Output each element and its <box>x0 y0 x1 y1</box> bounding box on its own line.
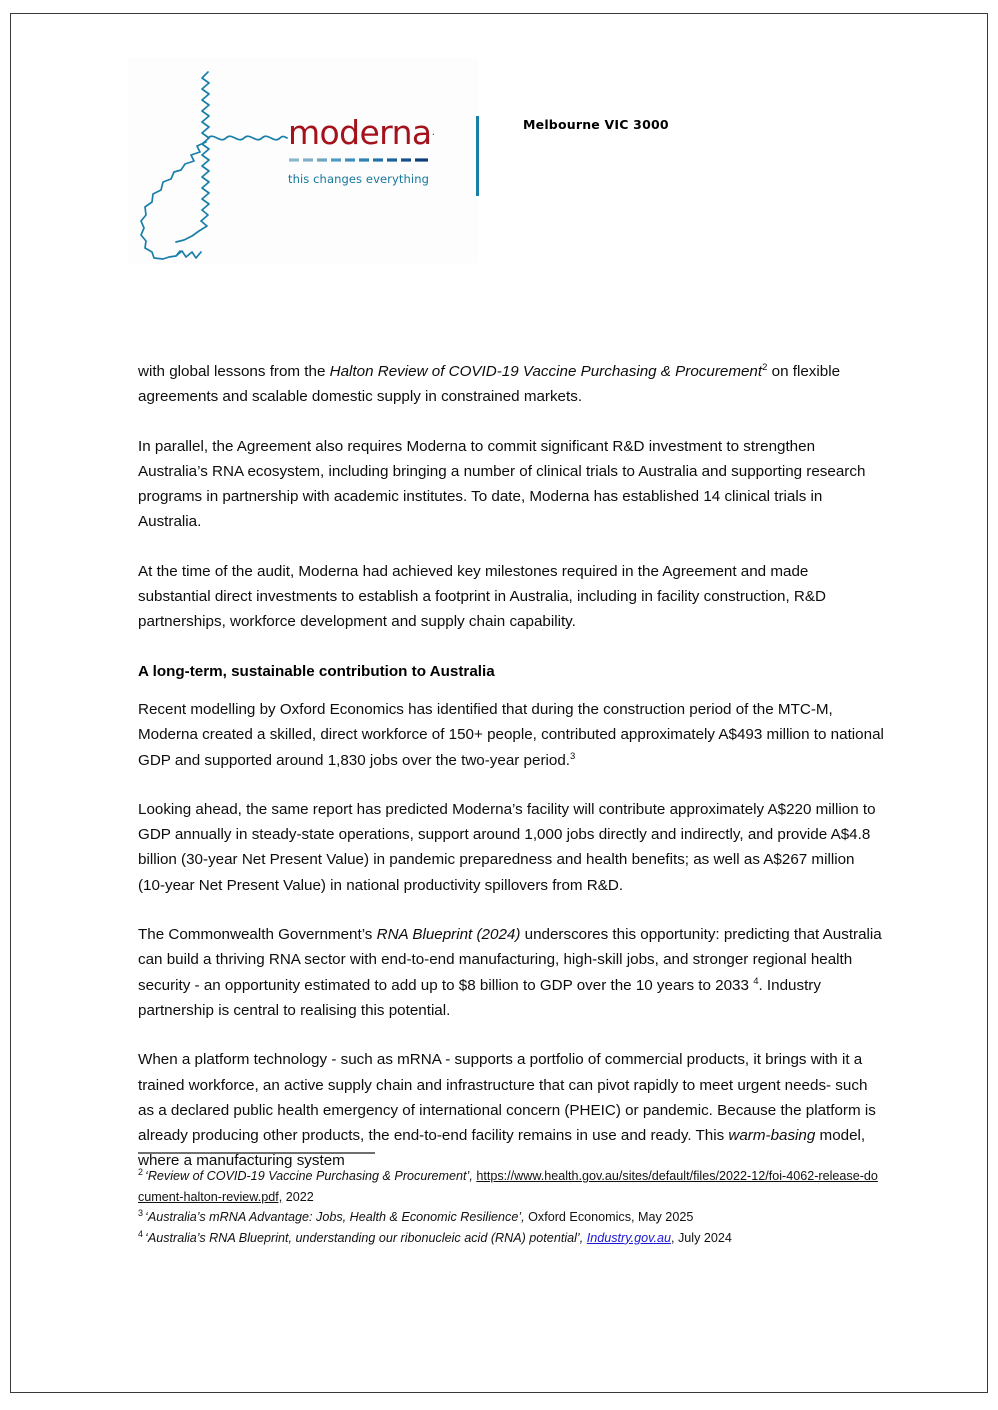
footnote-ref-2: 2 <box>762 361 768 373</box>
run-text: At the time of the audit, Moderna had achieved key milestones required in the Agreement and made substantial direct investments to establish a footprint in Australia, including in facility construction, R&D partnerships, workforce development and supply chain capability. <box>138 562 826 631</box>
run-italic: Halton Review of COVID-19 Vaccine Purchasing & Procurement <box>329 363 763 380</box>
dashed-rule-icon <box>288 158 431 162</box>
footnote-ref-4: 4 <box>753 975 759 987</box>
wordmark-text: moderna <box>288 113 432 152</box>
paragraph <box>138 797 884 898</box>
footnote-title: ‘Australia’s mRNA Advantage: Jobs, Health & Economic Resilience’, <box>145 1210 525 1225</box>
paragraph <box>138 559 884 635</box>
footnote-title: ‘Australia’s RNA Blueprint, understanding our ribonucleic acid (RNA) potential’, <box>145 1230 584 1245</box>
footnote-2 <box>138 1166 884 1207</box>
footnote-marker: 2 <box>138 1166 144 1177</box>
run-text: Recent modelling by Oxford Economics has identified that during the construction period of the MTC-M, Moderna created a skilled, direct workforce of 150+ people, contributed approximately A$493 million to national GDP and supported around 1,830 jobs over the two-year period. <box>138 700 884 769</box>
footnote-separator <box>138 1152 375 1154</box>
footnote-trailing: , July 2024 <box>670 1230 732 1245</box>
run-text: In parallel, the Agreement also requires Moderna to commit significant R&D investment to strengthen Australia’s RNA ecosystem, including bringing a number of clinical trials to Australia and supporting research programs in partnership with academic institutes. To date, Moderna has established 14 clinical trials in Australia. <box>138 437 866 531</box>
run-text: on flexible agreements and scalable domestic supply in constrained markets. <box>138 363 841 406</box>
run-text: model, where a manufacturing system <box>138 1127 866 1170</box>
run-text: underscores this opportunity: predicting that Australia can build a thriving RNA sector with end-to-end manufacturing, high-skill jobs, and stronger regional health security - an opportunity estimated to add up to $8 billion to GDP over the 10 years to 2033 <box>138 926 882 994</box>
footnote-url[interactable]: https://www.health.gov.au/sites/default/files/2022-12/foi-4062-release-document-halton-review.pdf, <box>138 1169 878 1204</box>
moderna-logo-block <box>128 58 478 263</box>
run-italic: RNA Blueprint (2024) <box>376 926 521 944</box>
footnote-marker: 3 <box>138 1208 144 1218</box>
footnote-title: ‘Review of COVID-19 Vaccine Purchasing & Procurement’, <box>145 1169 473 1183</box>
paragraph <box>138 922 884 1023</box>
footnote-3 <box>138 1207 884 1228</box>
run-text: . Industry partnership is central to realising this potential. <box>138 976 821 1019</box>
moderna-wordmark <box>288 113 448 186</box>
vertical-divider <box>476 116 479 196</box>
run-text: The Commonwealth Government’s <box>138 926 377 944</box>
document-page <box>10 13 988 1393</box>
run-text: with global lessons from the <box>138 363 330 380</box>
logo-tagline: this changes everything <box>288 172 429 186</box>
paragraph <box>138 697 884 773</box>
footnote-marker: 4 <box>138 1228 144 1239</box>
letterhead <box>128 58 478 263</box>
footnotes-section <box>138 1152 884 1248</box>
document-body <box>138 359 884 1174</box>
trademark-icon: · <box>431 128 436 141</box>
address-line: Melbourne VIC 3000 <box>523 117 669 132</box>
mrna-strand-icon <box>136 66 288 264</box>
paragraph <box>138 434 884 535</box>
footnote-trailing: Oxford Economics, May 2025 <box>524 1210 694 1225</box>
section-heading: A long-term, sustainable contribution to Australia <box>138 662 495 680</box>
run-text: When a platform technology - such as mRNA - supports a portfolio of commercial products, it brings with it a trained workforce, an active supply chain and infrastructure that can pivot rapidly to meet urgent needs- such as a declared public health emergency of international concern (PHEIC) or pandemic. Because the platform is already producing other products, the end-to-end facility remains in use and ready. This <box>138 1051 876 1145</box>
paragraph <box>138 359 884 410</box>
footnote-ref-3: 3 <box>570 750 576 762</box>
run-italic: warm-basing <box>728 1127 816 1145</box>
footnote-year: 2022 <box>285 1189 314 1204</box>
footnote-4 <box>138 1228 884 1249</box>
footnote-link[interactable]: Industry.gov.au <box>586 1230 671 1245</box>
run-text: Looking ahead, the same report has predicted Moderna’s facility will contribute approximately A$220 million to GDP annually in steady-state operations, support around 1,000 jobs directly and indirectly, and provide A$4.8 billion (30-year Net Present Value) in pandemic preparedness and health benefits; as well as A$267 million (10-year Net Present Value) in national productivity spillovers from R&D. <box>138 800 876 894</box>
